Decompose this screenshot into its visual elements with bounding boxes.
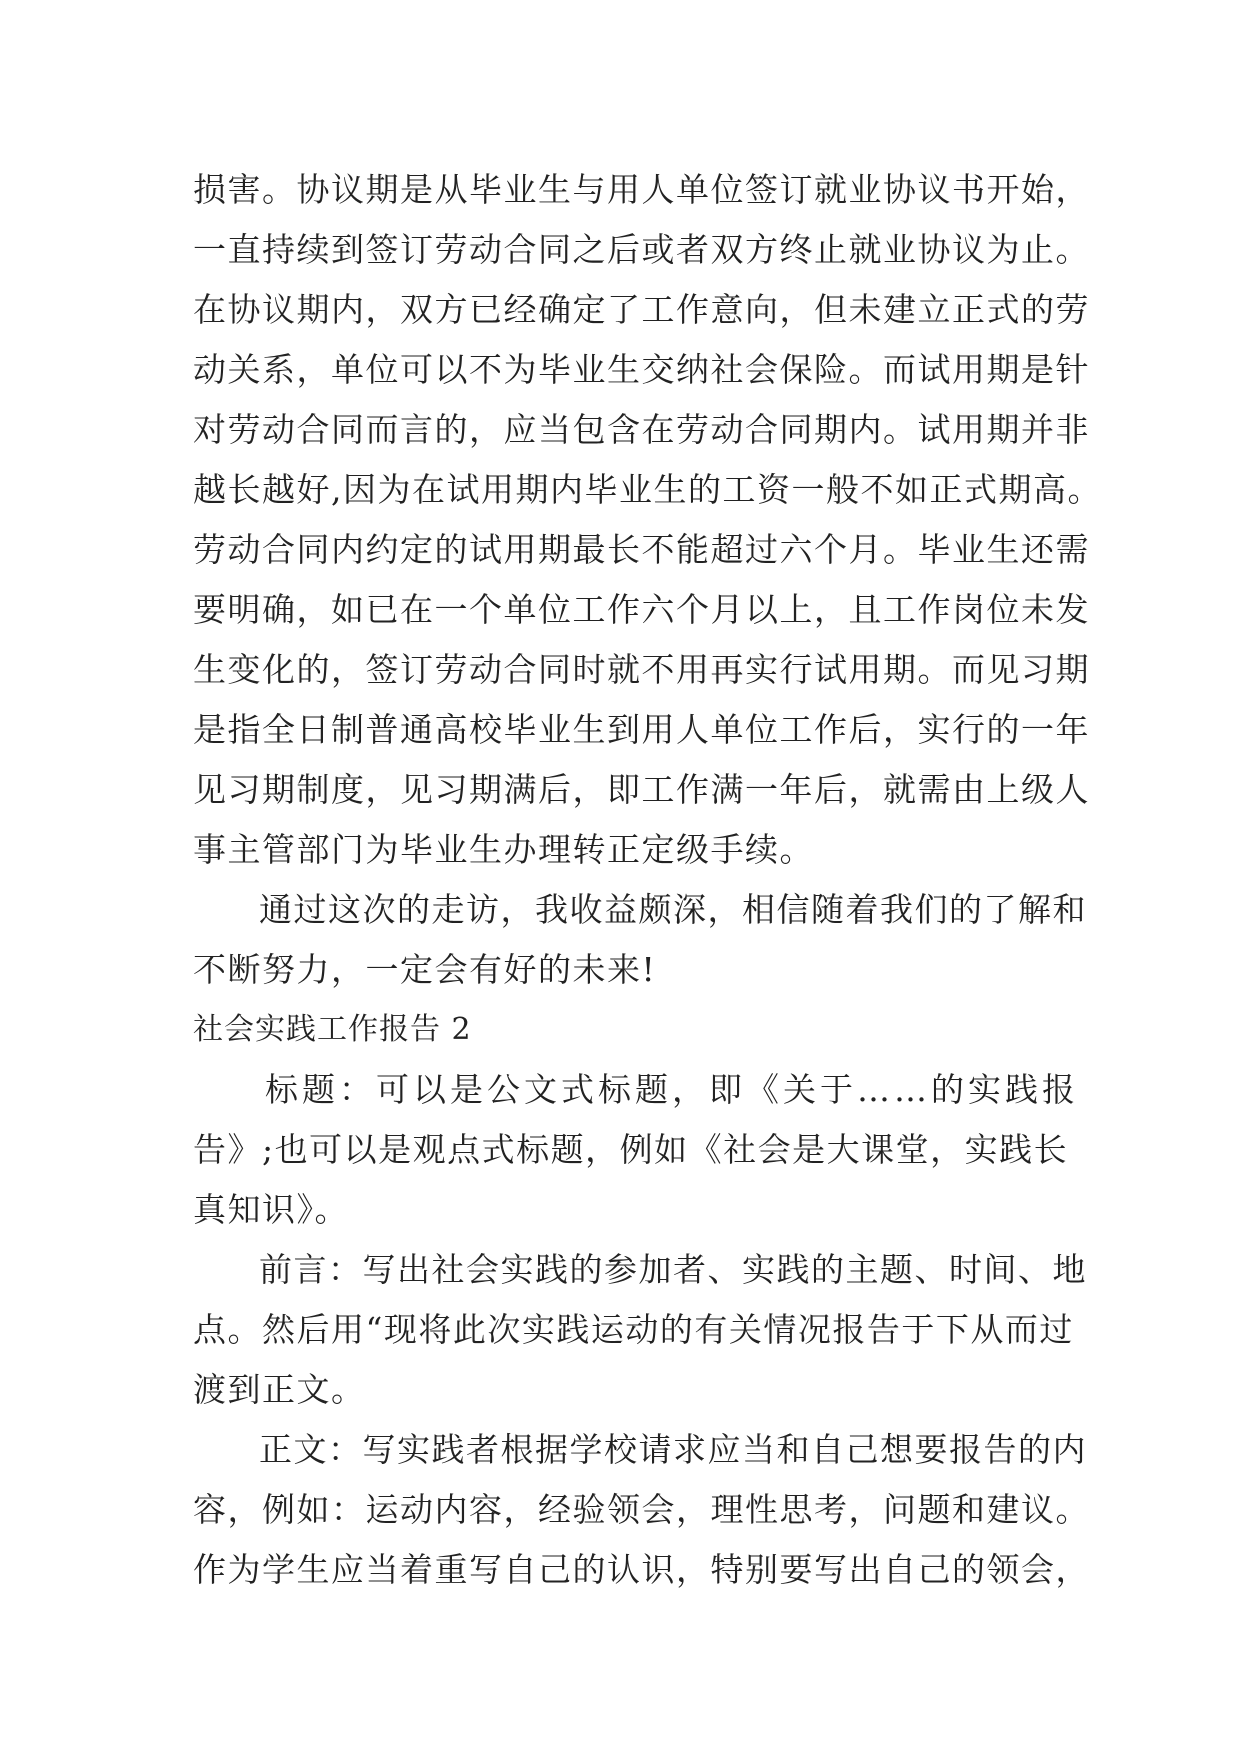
text-line: 点。然后用“现将此次实践运动的有关情况报告于下从而过 bbox=[193, 1310, 1074, 1349]
text-line: 作为学生应当着重写自己的认识，特别要写出自己的领会， bbox=[193, 1550, 1090, 1589]
text-line: 对劳动合同而言的，应当包含在劳动合同期内。试用期并非 bbox=[193, 410, 1090, 449]
section-heading: 社会实践工作报告 2 bbox=[193, 1012, 472, 1047]
paragraph-start-line: 通过这次的走访，我收益颇深，相信随着我们的了解和 bbox=[259, 890, 1087, 929]
text-line: 不断努力，一定会有好的未来! bbox=[193, 950, 657, 989]
text-line: 容，例如：运动内容，经验领会，理性思考，问题和建议。 bbox=[193, 1490, 1090, 1529]
text-line: 见习期制度，见习期满后，即工作满一年后，就需由上级人 bbox=[193, 770, 1090, 809]
document-page bbox=[193, 160, 1102, 1600]
text-line: 渡到正文。 bbox=[193, 1370, 366, 1409]
text-line: 损害。协议期是从毕业生与用人单位签订就业协议书开始， bbox=[193, 170, 1090, 209]
paragraph-start-line: 标题：可以是公文式标题，即《关于……的实践报 bbox=[265, 1070, 1079, 1109]
text-line: 一直持续到签订劳动合同之后或者双方终止就业协议为止。 bbox=[193, 230, 1090, 269]
paragraph-start-line: 正文：写实践者根据学校请求应当和自己想要报告的内 bbox=[259, 1430, 1087, 1469]
text-line: 在协议期内，双方已经确定了工作意向，但未建立正式的劳 bbox=[193, 290, 1090, 329]
text-line: 事主管部门为毕业生办理转正定级手续。 bbox=[193, 830, 814, 869]
text-line: 劳动合同内约定的试用期最长不能超过六个月。毕业生还需 bbox=[193, 530, 1090, 569]
paragraph-start-line: 前言：写出社会实践的参加者、实践的主题、时间、地 bbox=[259, 1250, 1087, 1289]
text-line: 要明确，如已在一个单位工作六个月以上，且工作岗位未发 bbox=[193, 590, 1090, 629]
text-line: 生变化的，签订劳动合同时就不用再实行试用期。而见习期 bbox=[193, 650, 1090, 689]
text-line: 告》;也可以是观点式标题，例如《社会是大课堂，实践长 bbox=[193, 1130, 1069, 1169]
text-line: 越长越好,因为在试用期内毕业生的工资一般不如正式期高。 bbox=[193, 470, 1102, 509]
text-line: 是指全日制普通高校毕业生到用人单位工作后，实行的一年 bbox=[193, 710, 1090, 749]
text-line: 动关系，单位可以不为毕业生交纳社会保险。而试用期是针 bbox=[193, 350, 1090, 389]
text-line: 真知识》。 bbox=[193, 1190, 349, 1229]
